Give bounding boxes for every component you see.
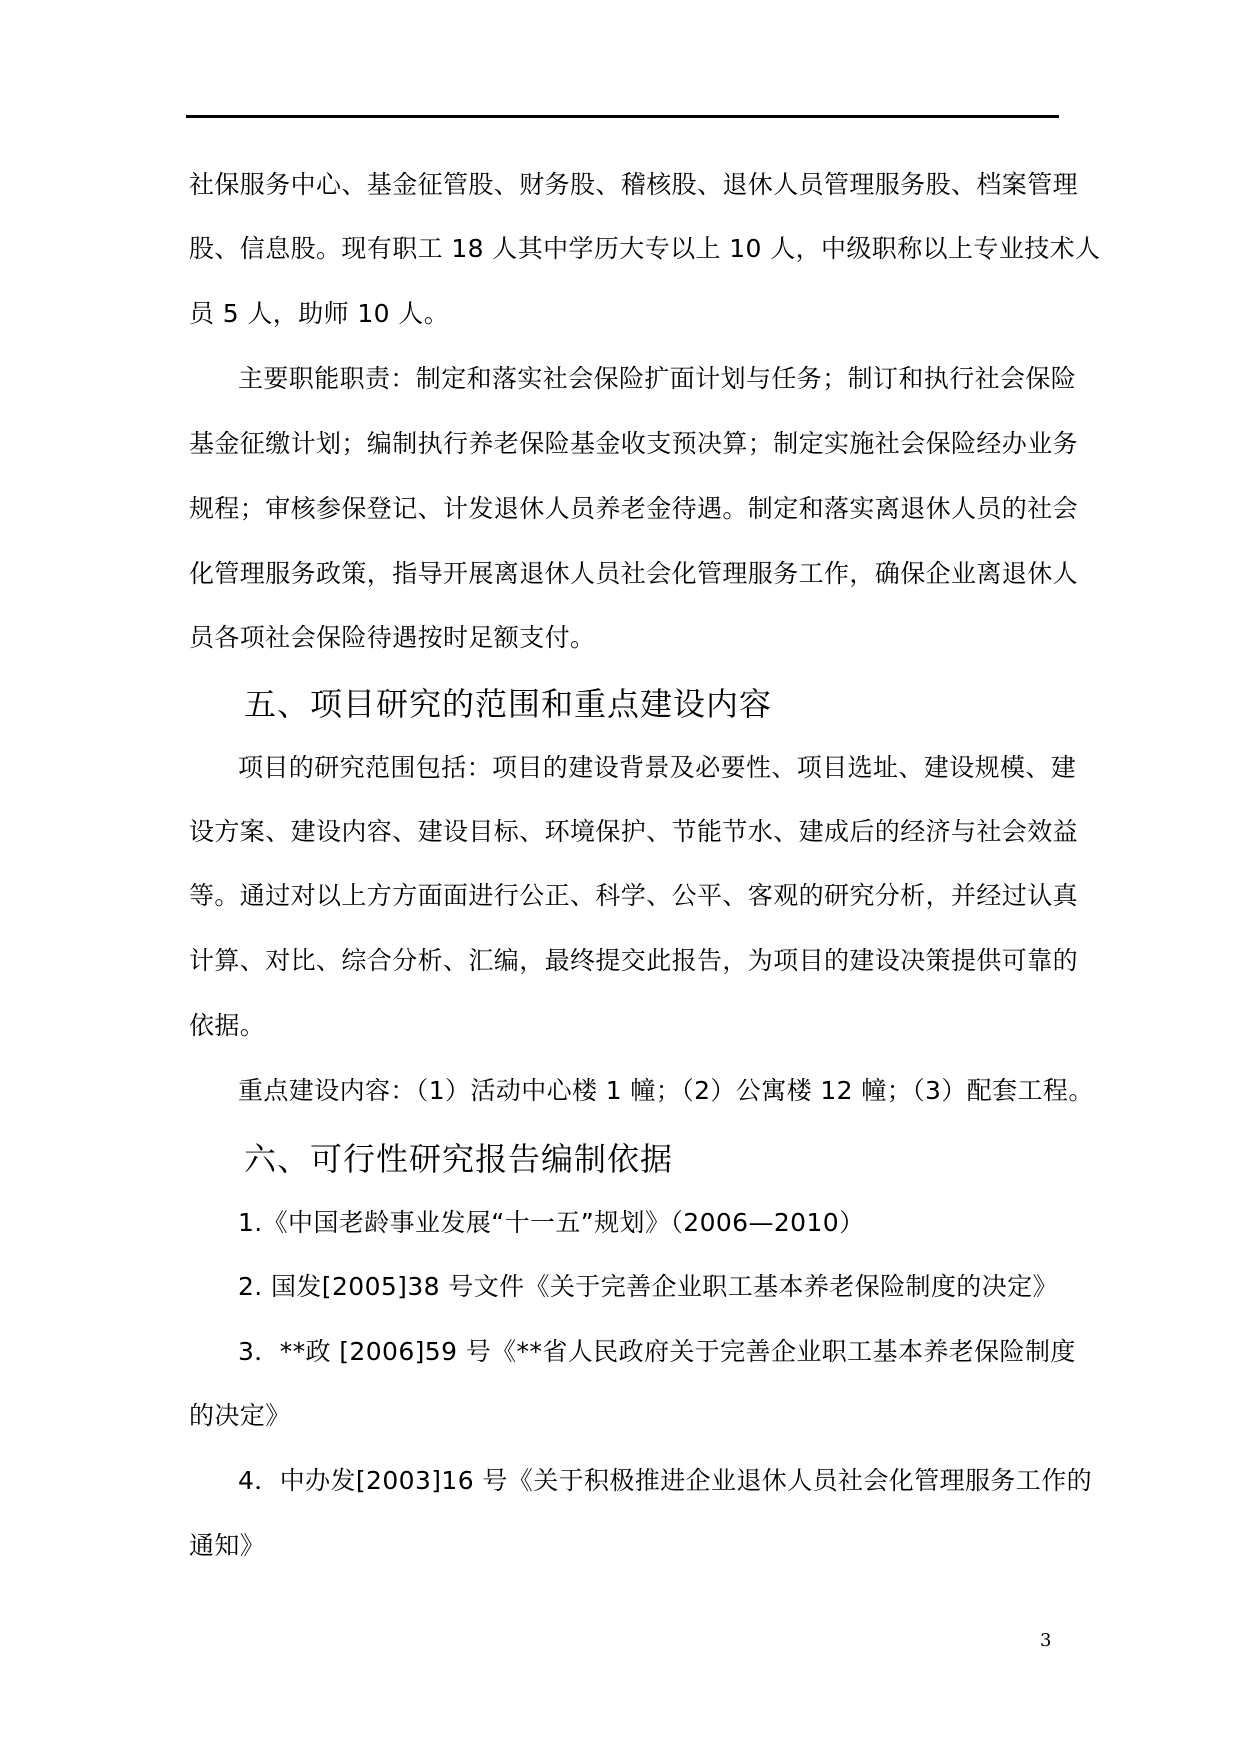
list-item: 3．**政 [2006]59 号《**省人民政府关于完善企业职工基本养老保险制度 [238, 1337, 1076, 1366]
body-text-line: 社保服务中心、基金征管股、财务股、稽核股、退休人员管理服务股、档案管理 [189, 170, 1079, 199]
body-text-line: 依据。 [189, 1011, 266, 1040]
body-text-line: 规程；审核参保登记、计发退休人员养老金待遇。制定和落实离退休人员的社会 [189, 494, 1079, 523]
body-text-line: 项目的研究范围包括：项目的建设背景及必要性、项目选址、建设规模、建 [238, 753, 1077, 782]
body-text-line: 等。通过对以上方方面面进行公正、科学、公平、客观的研究分析，并经过认真 [189, 881, 1079, 910]
body-text-line: 主要职能职责：制定和落实社会保险扩面计划与任务；制订和执行社会保险 [238, 364, 1077, 393]
body-text-line: 计算、对比、综合分析、汇编，最终提交此报告，为项目的建设决策提供可靠的 [189, 946, 1079, 975]
list-item: 4．中办发[2003]16 号《关于积极推进企业退休人员社会化管理服务工作的 [238, 1466, 1092, 1495]
body-text-line: 股、信息股。现有职工 18 人其中学历大专以上 10 人，中级职称以上专业技术人 [189, 234, 1101, 263]
section-heading-6: 六、可行性研究报告编制依据 [244, 1140, 674, 1178]
section-heading-5: 五、项目研究的范围和重点建设内容 [244, 685, 773, 723]
list-item: 1.《中国老龄事业发展“十一五”规划》（2006—2010） [238, 1208, 865, 1237]
body-text-line: 设方案、建设内容、建设目标、环境保护、节能节水、建成后的经济与社会效益 [189, 817, 1079, 846]
body-text-line: 员 5 人，助师 10 人。 [189, 299, 450, 328]
list-item-continuation: 通知》 [189, 1531, 266, 1560]
page-number: 3 [1040, 1630, 1052, 1651]
list-item-continuation: 的决定》 [189, 1401, 291, 1430]
list-item: 2. 国发[2005]38 号文件《关于完善企业职工基本养老保险制度的决定》 [238, 1272, 1058, 1301]
body-text-line: 基金征缴计划；编制执行养老保险基金收支预决算；制定实施社会保险经办业务 [189, 429, 1079, 458]
body-text-line: 化管理服务政策，指导开展离退休人员社会化管理服务工作，确保企业离退休人 [189, 559, 1079, 588]
header-rule [186, 115, 1059, 118]
body-text-line: 重点建设内容：（1）活动中心楼 1 幢；（2）公寓楼 12 幢；（3）配套工程。 [238, 1076, 1094, 1105]
body-text-line: 员各项社会保险待遇按时足额支付。 [189, 623, 596, 652]
